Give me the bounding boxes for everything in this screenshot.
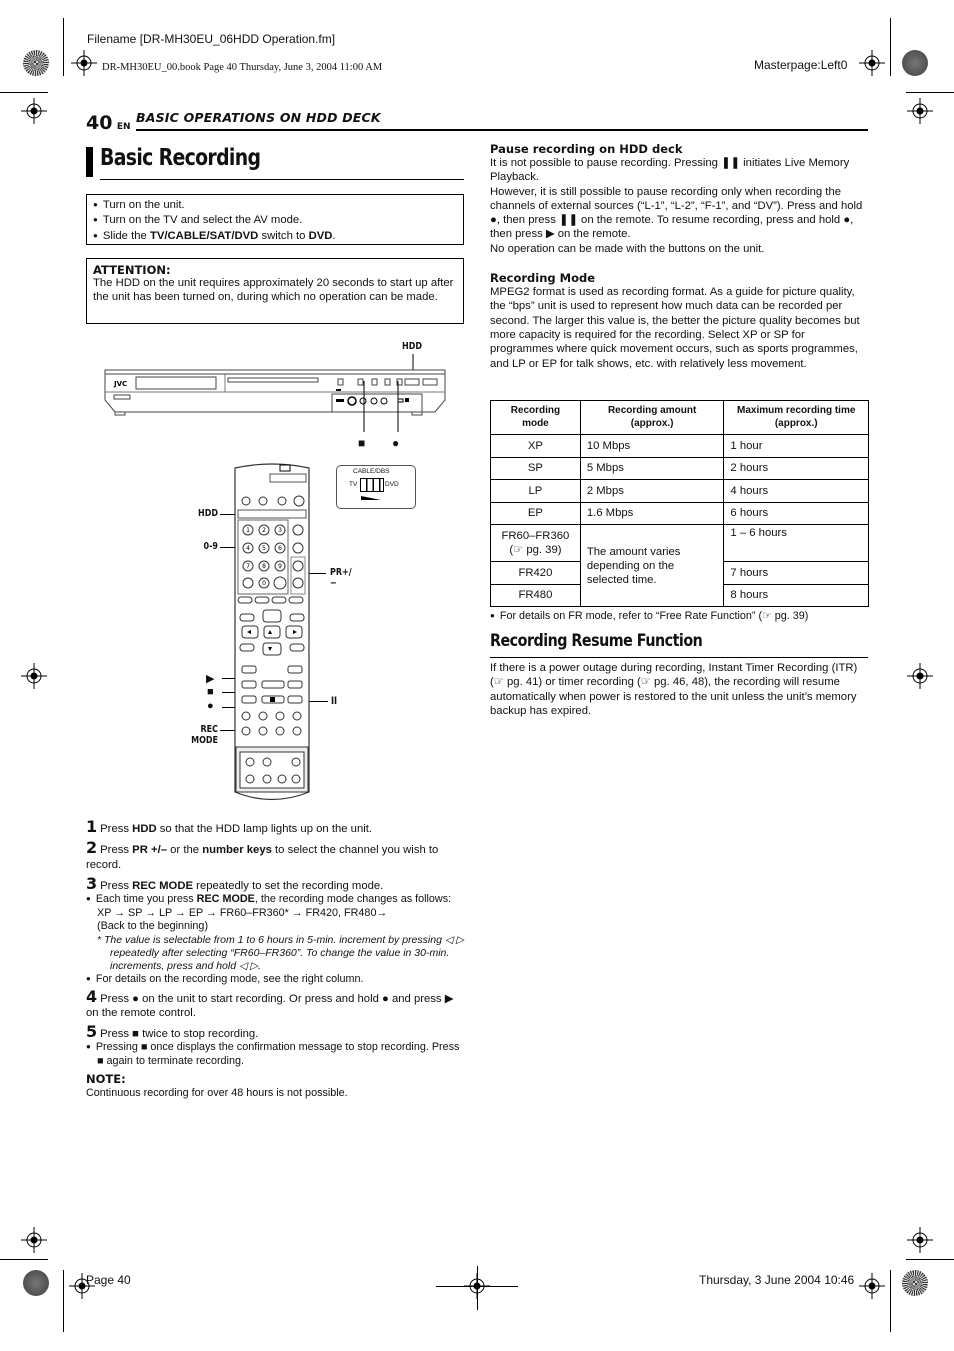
rec-mode-sequence-end: (Back to the beginning)	[97, 920, 209, 933]
switch-label-cable: CABLE/DBS	[353, 468, 390, 475]
table-footnote: ● For details on FR mode, refer to “Free Rate Function” (☞ pg. 39)	[490, 609, 808, 624]
remote-control-illustration	[232, 462, 312, 818]
pause-section	[490, 142, 870, 371]
tv-cable-dvd-switch	[360, 478, 384, 492]
title-rule	[100, 179, 464, 180]
svg-text:0: 0	[262, 580, 266, 587]
crop-mark	[890, 1270, 891, 1332]
pause-paragraph: It is not possible to pause recording. Pressing ❚❚ initiates Live Memory Playback.	[490, 157, 850, 184]
column-header: Recording mode	[491, 401, 581, 435]
rec-mode-sequence: XP → SP → LP → EP → FR60–FR360* → FR420, FR480→	[97, 906, 388, 919]
step-5-bullet: ● Pressing ■ once displays the confirmation message to stop recording. Press ■ again to terminate recording.	[86, 1041, 466, 1068]
pause-heading: Pause recording on HDD deck	[490, 142, 683, 156]
recording-mode-text: MPEG2 format is used as recording format. As a guide for picture quality, the “bps” unit is used to represent how much data can be recorded per second. The larger this value is, the better the picture quality becomes but more capacity is required for the recording. Select XP or SP for programmes where quick movement occurs, such as sports programmes, and LP or EP for talk shows, etc. with relatively less movement.	[490, 286, 860, 370]
print-masterpage: Masterpage:Left0	[754, 58, 848, 72]
prep-item: ● Slide the TV/CABLE/SAT/DVD switch to DVD.	[93, 229, 457, 244]
print-footer-date: Thursday, 3 June 2004 10:46	[699, 1273, 855, 1287]
registration-mark-icon	[907, 663, 933, 689]
table-row: FR480 8 hours	[491, 584, 869, 607]
page-header	[86, 112, 131, 134]
prep-item: ● Turn on the unit.	[93, 198, 457, 213]
svg-text:9: 9	[278, 563, 282, 570]
print-footer-page: Page 40	[86, 1273, 131, 1287]
svg-text:6: 6	[278, 545, 282, 552]
svg-text:4: 4	[246, 545, 250, 552]
step-3-footnote: * The value is selectable from 1 to 6 hours in 5-min. increment by pressing ◁ ▷ repeatedly after selecting “FR60–FR360”. To change the value in 30-min. increments, press and hold ◁ ▷.	[97, 933, 464, 972]
registration-mark-icon	[907, 1227, 933, 1253]
registration-mark-icon	[71, 50, 97, 76]
remote-label-pr: PR+/−	[330, 567, 352, 589]
color-calibration-disc-icon	[23, 1270, 49, 1296]
remote-label-hdd: HDD	[198, 508, 218, 519]
svg-text:7: 7	[246, 563, 250, 570]
color-calibration-disc-icon	[23, 50, 49, 76]
crop-mark	[63, 1270, 64, 1332]
table-header-row	[491, 401, 869, 435]
print-book-line: DR-MH30EU_00.book Page 40 Thursday, June 3, 2004 11:00 AM	[102, 62, 383, 73]
crop-mark	[890, 18, 891, 76]
crop-mark	[906, 1259, 954, 1260]
print-filename: Filename [DR-MH30EU_06HDD Operation.fm]	[87, 32, 336, 46]
language-code: EN	[116, 122, 131, 132]
svg-text:JVC: JVC	[114, 380, 128, 388]
step-4: 4 Press ● on the unit to start recording. Or press and hold ● and press ▶ on the remote control.	[86, 987, 454, 1020]
unit-label-record: ●	[392, 436, 400, 450]
table-row: FR60–FR360 (☞ pg. 39) The amount varies depending on the selected time. 1 – 6 hours	[491, 525, 869, 562]
column-header: Maximum recording time (approx.)	[724, 401, 869, 435]
registration-mark-icon	[859, 1273, 885, 1299]
attention-heading: ATTENTION:	[93, 263, 171, 277]
pause-paragraph: No operation can be made with the buttons on the unit.	[490, 242, 765, 255]
crop-mark	[906, 92, 954, 93]
registration-mark-icon	[21, 1227, 47, 1253]
registration-mark-icon	[859, 50, 885, 76]
step-3: 3 Press REC MODE repeatedly to set the recording mode.	[86, 873, 384, 893]
page-title: Basic Recording	[100, 145, 261, 171]
table-row: SP 5 Mbps 2 hours	[491, 457, 869, 480]
preparation-box	[86, 194, 464, 245]
section-title: BASIC OPERATIONS ON HDD DECK	[136, 110, 381, 125]
remote-label-rec-mode: REC MODE	[191, 724, 218, 746]
page-number: 40	[86, 112, 113, 134]
table-row: XP 10 Mbps 1 hour	[491, 435, 869, 458]
column-header: Recording amount (approx.)	[580, 401, 724, 435]
table-row: LP 2 Mbps 4 hours	[491, 480, 869, 503]
attention-box	[86, 258, 464, 324]
crop-mark	[63, 18, 64, 76]
recording-mode-table	[490, 400, 869, 607]
step-1: 1 Press HDD so that the HDD lamp lights up on the unit.	[86, 817, 373, 836]
table-row: FR420 7 hours	[491, 562, 869, 585]
svg-text:5: 5	[262, 545, 266, 552]
switch-label-tv: TV	[349, 481, 358, 488]
svg-text:3: 3	[278, 527, 282, 534]
unit-label-stop: ■	[358, 436, 366, 450]
svg-text:8: 8	[262, 563, 266, 570]
registration-mark-icon	[21, 98, 47, 124]
crop-mark	[477, 1266, 478, 1310]
title-bar-accent	[86, 147, 93, 177]
pause-paragraph: However, it is still possible to pause recording only when recording the channels of external sources (“L-1”, “L-2”, “F-1”, and “DV”). Press and hold ●, then press ❚❚ on the remote. To resume recording, press and hold ●, then press ▶ on the remote.	[490, 185, 863, 241]
registration-mark-icon	[907, 98, 933, 124]
step-3-bullet-2: ● For details on the recording mode, see the right column.	[86, 973, 466, 987]
header-rule	[136, 129, 868, 131]
note-heading: NOTE:	[86, 1072, 126, 1087]
switch-label-dvd: DVD	[385, 481, 399, 488]
unit-label-hdd: HDD	[402, 341, 422, 352]
registration-mark-icon	[21, 663, 47, 689]
svg-text:2: 2	[262, 527, 266, 534]
switch-direction-arrow-icon	[361, 496, 381, 500]
color-calibration-disc-icon	[902, 1270, 928, 1296]
note-text: Continuous recording for over 48 hours is not possible.	[86, 1087, 348, 1100]
svg-text:1: 1	[246, 527, 250, 534]
resume-text: If there is a power outage during recording, Instant Timer Recording (ITR) (☞ pg. 41) or timer recording (☞ pg. 46, 48), the recording will resume automatically when power is restored to the unit unless the unit’s memory backup has expired.	[490, 662, 858, 717]
steps	[86, 817, 466, 1100]
crop-mark	[0, 1259, 48, 1260]
step-3-bullet: ● Each time you press REC MODE, the recording mode changes as follows:	[86, 893, 466, 907]
resume-heading: Recording Resume Function	[490, 631, 703, 651]
resume-rule	[490, 657, 868, 658]
step-5: 5 Press ■ twice to stop recording.	[86, 1021, 259, 1041]
prep-item: ● Turn on the TV and select the AV mode.	[93, 213, 457, 228]
remote-label-record: ●	[207, 700, 214, 712]
crop-mark	[0, 92, 48, 93]
step-2: 2 Press PR +/– or the number keys to select the channel you wish to record.	[86, 838, 439, 871]
recording-mode-heading: Recording Mode	[490, 271, 596, 286]
remote-label-pause: II	[331, 695, 338, 707]
switch-inset	[336, 465, 416, 509]
remote-label-stop: ■	[207, 686, 214, 698]
color-calibration-disc-icon	[902, 50, 928, 76]
attention-text: The HDD on the unit requires approximately 20 seconds to start up after the unit has been turned on, during which no operation can be made.	[93, 277, 454, 303]
table-row: EP 1.6 Mbps 6 hours	[491, 502, 869, 525]
remote-label-number-keys: 0-9	[203, 541, 218, 552]
remote-label-play: ▶	[206, 673, 215, 685]
